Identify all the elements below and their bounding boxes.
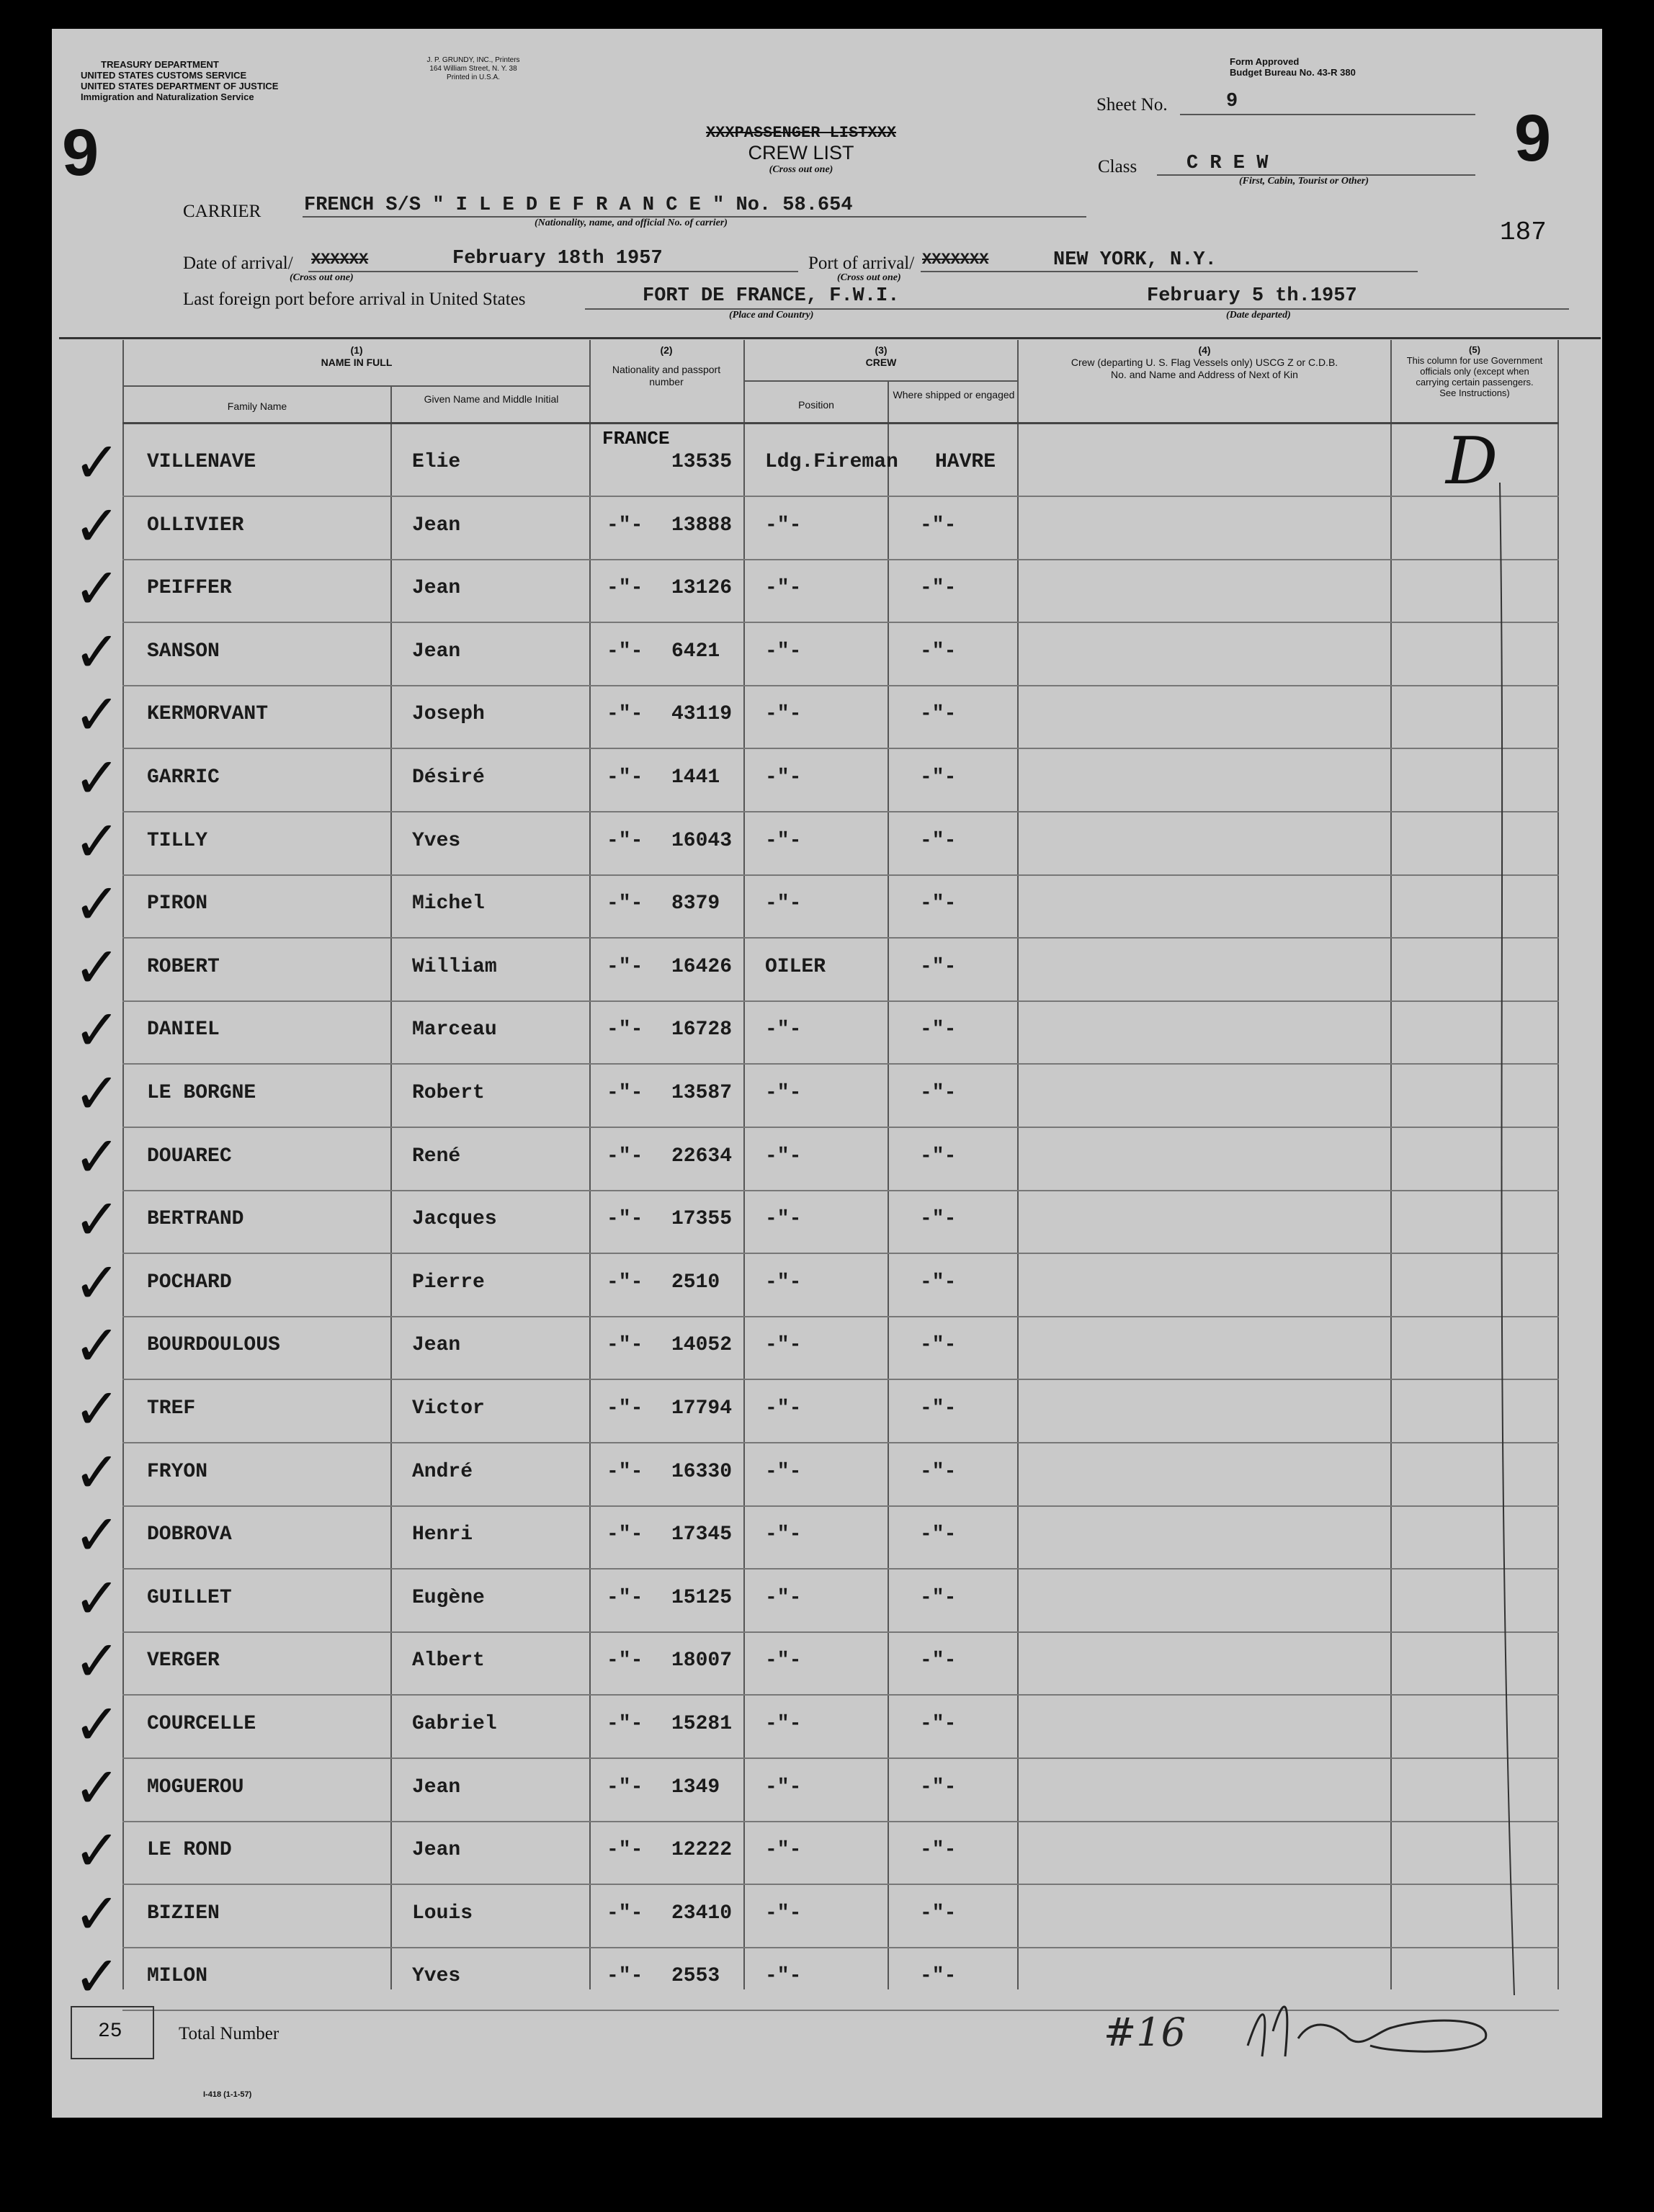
sheet-label: Sheet No. [1096, 95, 1168, 115]
shipped-cell: -"- [920, 766, 957, 789]
checkmark-icon: ✓ [73, 1377, 121, 1442]
checkmark-icon: ✓ [73, 1945, 121, 2010]
position-cell: -"- [765, 1713, 802, 1735]
arrival-date-caption: (Cross out one) [290, 272, 354, 283]
nationality-cell: -"- [607, 1587, 643, 1609]
checkmark-icon: ✓ [73, 810, 121, 874]
passport-cell: 15281 [671, 1713, 733, 1735]
agency-line-3: UNITED STATES DEPARTMENT OF JUSTICE [81, 81, 279, 91]
passport-cell: 6421 [671, 640, 720, 663]
agency-line-1: TREASURY DEPARTMENT [101, 59, 219, 70]
nationality-cell: -"- [607, 892, 643, 915]
row-divider [122, 1253, 1559, 1254]
shipped-cell: -"- [920, 1461, 957, 1483]
official-mark: D [1446, 424, 1498, 499]
col5-header [1392, 344, 1557, 398]
family-name-cell: PIRON [147, 892, 208, 915]
passport-cell: 16728 [671, 1018, 733, 1041]
row-divider [122, 1190, 1559, 1191]
row-divider [122, 874, 1559, 876]
position-cell: -"- [765, 1776, 802, 1799]
row-divider [122, 1947, 1559, 1948]
shipped-cell: -"- [920, 577, 957, 599]
col1-header [124, 344, 589, 369]
row-divider [122, 622, 1559, 623]
total-value: 25 [98, 2020, 122, 2043]
row-divider [122, 1884, 1559, 1885]
checkmark-icon: ✓ [73, 1441, 121, 1505]
position-cell: -"- [765, 1397, 802, 1420]
total-box [71, 2006, 154, 2059]
passport-cell: 2510 [671, 1271, 720, 1294]
nationality-cell: -"- [607, 1523, 643, 1546]
checkmark-icon: ✓ [73, 1188, 121, 1253]
checkmark-icon: ✓ [73, 620, 121, 685]
row-divider [122, 1505, 1559, 1507]
family-name-cell: VILLENAVE [147, 451, 256, 473]
given-name-cell: Jean [412, 1776, 461, 1799]
nationality-cell: -"- [607, 1713, 643, 1735]
given-name-cell: Gabriel [412, 1713, 497, 1735]
form-number: I-418 (1-1-57) [203, 2090, 252, 2099]
passport-cell: 18007 [671, 1649, 733, 1672]
given-name-cell: Albert [412, 1649, 485, 1672]
printer-line-1: J. P. GRUNDY, INC., Printers [426, 56, 520, 64]
col-border-family-given [390, 385, 392, 1989]
nationality-cell: -"- [607, 1334, 643, 1356]
shipped-cell: -"- [920, 1082, 957, 1104]
given-name-cell: Jacques [412, 1208, 497, 1230]
col3-header [745, 344, 1017, 369]
checkmark-icon: ✓ [73, 1819, 121, 1884]
shipped-header: Where shipped or engaged [893, 389, 1015, 400]
position-cell: -"- [765, 1839, 802, 1861]
sheet-underline [1180, 114, 1475, 115]
nationality-cell: -"- [607, 1461, 643, 1483]
family-name-cell: ROBERT [147, 956, 220, 978]
signature-scrawl [1240, 1988, 1507, 2067]
shipped-cell: -"- [920, 1965, 957, 1987]
official-vertical-stroke [1485, 483, 1529, 2010]
col3-title: CREW [865, 357, 897, 368]
given-name-cell: Yves [412, 1965, 461, 1987]
shipped-cell: -"- [920, 1587, 957, 1609]
row-divider [122, 748, 1559, 749]
given-name-cell: Eugène [412, 1587, 485, 1609]
arrival-date-underline [308, 271, 798, 272]
given-name-cell: William [412, 956, 497, 978]
arrival-port-underline [921, 271, 1418, 272]
arrival-date-value: February 18th 1957 [452, 248, 663, 269]
class-value: C R E W [1186, 153, 1269, 174]
checkmark-icon: ✓ [73, 431, 121, 496]
col2-header [592, 344, 741, 388]
position-cell: -"- [765, 640, 802, 663]
foreign-port-caption: (Place and Country) [729, 310, 814, 321]
shipped-cell: -"- [920, 892, 957, 915]
passport-cell: 17355 [671, 1208, 733, 1230]
shipped-cell: -"- [920, 1397, 957, 1420]
row-divider [122, 496, 1559, 497]
family-name-cell: BIZIEN [147, 1902, 220, 1925]
form-approval [1230, 56, 1356, 78]
shipped-cell: -"- [920, 1145, 957, 1168]
nationality-cell: -"- [607, 830, 643, 852]
row-divider [122, 811, 1559, 812]
arrival-port-value: NEW YORK, N.Y. [1053, 249, 1217, 271]
family-name-cell: GUILLET [147, 1587, 232, 1609]
passport-cell: 16426 [671, 956, 733, 978]
given-name-cell: André [412, 1461, 473, 1483]
class-label: Class [1098, 157, 1137, 176]
col-border-left [122, 340, 124, 1989]
shipped-cell: -"- [920, 1902, 957, 1925]
given-name-cell: Elie [412, 451, 461, 473]
position-cell: -"- [765, 830, 802, 852]
total-label: Total Number [179, 2024, 280, 2043]
passport-cell: 8379 [671, 892, 720, 915]
crew-list-title: CREW LIST [748, 142, 854, 164]
passport-cell: 16043 [671, 830, 733, 852]
passport-cell: 14052 [671, 1334, 733, 1356]
passport-cell: 13535 [671, 451, 733, 473]
position-header: Position [798, 399, 834, 411]
given-name-cell: Désiré [412, 766, 485, 789]
position-cell: -"- [765, 1649, 802, 1672]
shipped-cell: -"- [920, 1839, 957, 1861]
agency-line-4: Immigration and Naturalization Service [81, 91, 254, 102]
checkmark-icon: ✓ [73, 1314, 121, 1379]
row-divider [122, 937, 1559, 939]
stamp-number: 187 [1500, 218, 1547, 247]
passport-cell: 12222 [671, 1839, 733, 1861]
col-border-name-nationality [589, 340, 591, 1989]
agency-line-2: UNITED STATES CUSTOMS SERVICE [81, 70, 247, 81]
checkmark-icon: ✓ [73, 1567, 121, 1631]
position-cell: -"- [765, 766, 802, 789]
position-cell: -"- [765, 703, 802, 725]
arrival-port-caption: (Cross out one) [837, 272, 901, 283]
position-cell: -"- [765, 1018, 802, 1041]
col1-title: NAME IN FULL [321, 357, 393, 368]
col4-number: (4) [1198, 344, 1211, 356]
row-divider [122, 1821, 1559, 1822]
nationality-cell: -"- [607, 640, 643, 663]
col2-title: Nationality and passport number [612, 364, 721, 388]
row-divider [122, 559, 1559, 560]
family-name-cell: KERMORVANT [147, 703, 269, 725]
family-name-cell: GARRIC [147, 766, 220, 789]
shipped-cell: -"- [920, 1713, 957, 1735]
family-name-cell: LE ROND [147, 1839, 232, 1861]
form-approval-line-2: Budget Bureau No. 43-R 380 [1230, 67, 1356, 78]
nationality-cell: -"- [607, 1208, 643, 1230]
nationality-cell: -"- [607, 1145, 643, 1168]
corner-number-left: 9 [62, 116, 99, 189]
given-name-cell: Victor [412, 1397, 485, 1420]
passport-cell: 1441 [671, 766, 720, 789]
row-divider [122, 1757, 1559, 1759]
col-border-nationality-crew [743, 340, 745, 1989]
carrier-caption: (Nationality, name, and official No. of carrier) [535, 218, 728, 228]
family-name-cell: LE BORGNE [147, 1082, 256, 1104]
col-border-kin-official [1390, 340, 1392, 1989]
col5-number: (5) [1469, 344, 1480, 355]
name-subheader-line [122, 385, 591, 387]
checkmark-icon: ✓ [73, 1503, 121, 1568]
carrier-label: CARRIER [183, 202, 261, 221]
position-cell: -"- [765, 892, 802, 915]
checkmark-icon: ✓ [73, 1125, 121, 1190]
family-name-cell: OLLIVIER [147, 514, 244, 537]
checkmark-icon: ✓ [73, 1882, 121, 1947]
col1-number: (1) [350, 344, 363, 356]
header-bottom-line [122, 422, 1559, 424]
form-title [671, 124, 931, 176]
corner-number-right: 9 [1514, 102, 1552, 175]
position-cell: -"- [765, 1587, 802, 1609]
position-cell: -"- [765, 1334, 802, 1356]
row-divider [122, 1000, 1559, 1002]
position-cell: -"- [765, 1902, 802, 1925]
family-name-cell: MILON [147, 1965, 208, 1987]
checkmark-icon: ✓ [73, 998, 121, 1063]
nationality-cell: -"- [607, 1649, 643, 1672]
family-name-cell: MOGUEROU [147, 1776, 244, 1799]
printer-line-2: 164 William Street, N. Y. 38 [429, 65, 517, 73]
row-divider [122, 1442, 1559, 1443]
col3-number: (3) [875, 344, 888, 356]
nationality-cell: -"- [607, 1271, 643, 1294]
position-cell: -"- [765, 1208, 802, 1230]
col4-header [1019, 344, 1390, 381]
passport-cell: 23410 [671, 1902, 733, 1925]
title-note: (Cross out one) [769, 164, 833, 175]
family-name-cell: TREF [147, 1397, 196, 1420]
given-name-cell: Joseph [412, 703, 485, 725]
shipped-cell: -"- [920, 640, 957, 663]
given-name-cell: René [412, 1145, 461, 1168]
given-name-cell: Yves [412, 830, 461, 852]
row-divider [122, 685, 1559, 686]
passport-cell: 13587 [671, 1082, 733, 1104]
passport-cell: 1349 [671, 1776, 720, 1799]
shipped-cell: -"- [920, 1776, 957, 1799]
shipped-cell: -"- [920, 1208, 957, 1230]
position-cell: -"- [765, 1271, 802, 1294]
family-name-cell: POCHARD [147, 1271, 232, 1294]
given-name-cell: Jean [412, 577, 461, 599]
row-divider [122, 1127, 1559, 1128]
row-divider [122, 1631, 1559, 1633]
shipped-cell: -"- [920, 1018, 957, 1041]
passport-cell: 15125 [671, 1587, 733, 1609]
row-divider [122, 1568, 1559, 1570]
given-name-cell: Jean [412, 514, 461, 537]
col-border-right [1557, 340, 1559, 1989]
printer-line-3: Printed in U.S.A. [447, 73, 500, 81]
nationality-cell: -"- [607, 1839, 643, 1861]
col4-title: Crew (departing U. S. Flag Vessels only) USCG Z or C.D.B. No. and Name and Address of Next of Kin [1070, 357, 1338, 380]
family-name-cell: TILLY [147, 830, 208, 852]
position-cell: -"- [765, 1965, 802, 1987]
carrier-value: FRENCH S/S " I L E D E F R A N C E " No. 58.654 [304, 194, 853, 216]
given-name-cell: Pierre [412, 1271, 485, 1294]
row-divider [122, 1694, 1559, 1696]
agency-header [81, 59, 279, 102]
passport-cell: 43119 [671, 703, 733, 725]
position-cell: -"- [765, 1145, 802, 1168]
arrival-port-crossed: XXXXXXX [922, 251, 989, 269]
given-name-cell: Robert [412, 1082, 485, 1104]
family-name-cell: BOURDOULOUS [147, 1334, 280, 1356]
family-name-cell: DOUAREC [147, 1145, 232, 1168]
printer-credit [390, 56, 556, 82]
checkmark-icon: ✓ [73, 872, 121, 937]
crossed-title: XXXPASSENGER LISTXXX [705, 124, 897, 142]
nationality-cell: -"- [607, 1965, 643, 1987]
passport-cell: 17345 [671, 1523, 733, 1546]
foreign-port-value: FORT DE FRANCE, F.W.I. [643, 285, 900, 307]
checkmark-icon: ✓ [73, 494, 121, 559]
family-name-cell: DANIEL [147, 1018, 220, 1041]
position-cell: Ldg.Fireman [765, 451, 898, 473]
sheet-number: 9 [1226, 91, 1238, 112]
shipped-cell: -"- [920, 956, 957, 978]
nationality-cell: -"- [607, 956, 643, 978]
position-cell: -"- [765, 577, 802, 599]
family-name-header: Family Name [227, 400, 287, 412]
checkmark-icon: ✓ [73, 1693, 121, 1757]
arrival-date-label: Date of arrival/ [183, 254, 293, 273]
nationality-cell: -"- [607, 1776, 643, 1799]
form-sheet [52, 29, 1602, 2118]
given-name-header: Given Name and Middle Initial [424, 393, 559, 405]
given-name-cell: Jean [412, 1334, 461, 1356]
shipped-cell: -"- [920, 1523, 957, 1546]
shipped-cell: -"- [920, 830, 957, 852]
checkmark-icon: ✓ [73, 1629, 121, 1694]
row-divider [122, 1063, 1559, 1065]
given-name-cell: Louis [412, 1902, 473, 1925]
given-name-cell: Henri [412, 1523, 473, 1546]
position-cell: -"- [765, 1082, 802, 1104]
family-name-cell: SANSON [147, 640, 220, 663]
shipped-cell: -"- [920, 1334, 957, 1356]
passport-cell: 2553 [671, 1965, 720, 1987]
passport-cell: 13126 [671, 577, 733, 599]
nationality-cell: -"- [607, 766, 643, 789]
family-name-cell: BERTRAND [147, 1208, 244, 1230]
checkmark-icon: ✓ [73, 746, 121, 811]
checkmark-icon: ✓ [73, 936, 121, 1000]
foreign-port-label: Last foreign port before arrival in United States [183, 290, 526, 309]
shipped-cell: -"- [920, 1649, 957, 1672]
shipped-cell: -"- [920, 1271, 957, 1294]
position-cell: OILER [765, 956, 826, 978]
departure-date-value: February 5 th.1957 [1147, 285, 1357, 307]
family-name-cell: FRYON [147, 1461, 208, 1483]
family-name-cell: COURCELLE [147, 1713, 256, 1735]
passport-cell: 13888 [671, 514, 733, 537]
col2-number: (2) [660, 344, 673, 356]
shipped-cell: -"- [920, 703, 957, 725]
departure-date-caption: (Date departed) [1226, 310, 1291, 321]
arrival-port-label: Port of arrival/ [808, 254, 915, 273]
given-name-cell: Jean [412, 640, 461, 663]
arrival-date-crossed: XXXXXX [311, 251, 369, 269]
nationality-cell: -"- [607, 703, 643, 725]
nationality-cell: -"- [607, 1018, 643, 1041]
row-divider [122, 1379, 1559, 1380]
given-name-cell: Michel [412, 892, 485, 915]
checkmark-icon: ✓ [73, 557, 121, 622]
position-cell: -"- [765, 1461, 802, 1483]
checkmark-icon: ✓ [73, 1062, 121, 1127]
col-border-crew-kin [1017, 340, 1019, 1989]
form-approval-line-1: Form Approved [1230, 56, 1300, 67]
nationality-cell: -"- [607, 1082, 643, 1104]
handwritten-annotation: #16 [1104, 2010, 1186, 2055]
position-cell: -"- [765, 1523, 802, 1546]
table-top-border [59, 337, 1601, 339]
class-caption: (First, Cabin, Tourist or Other) [1239, 176, 1369, 187]
nationality-header-value: FRANCE [602, 428, 670, 449]
family-name-cell: DOBROVA [147, 1523, 232, 1546]
shipped-cell: HAVRE [935, 451, 996, 473]
checkmark-icon: ✓ [73, 683, 121, 748]
nationality-cell: -"- [607, 1902, 643, 1925]
col5-title: This column for use Government officials only (except when carrying certain passengers. See Instructions) [1406, 355, 1543, 398]
family-name-cell: VERGER [147, 1649, 220, 1672]
given-name-cell: Jean [412, 1839, 461, 1861]
given-name-cell: Marceau [412, 1018, 497, 1041]
position-cell: -"- [765, 514, 802, 537]
shipped-cell: -"- [920, 514, 957, 537]
family-name-cell: PEIFFER [147, 577, 232, 599]
checkmark-icon: ✓ [73, 1251, 121, 1316]
nationality-cell: -"- [607, 514, 643, 537]
passport-cell: 16330 [671, 1461, 733, 1483]
crew-subheader-line [743, 380, 1017, 382]
passport-cell: 22634 [671, 1145, 733, 1168]
nationality-cell: -"- [607, 1397, 643, 1420]
nationality-cell: -"- [607, 577, 643, 599]
row-divider [122, 1316, 1559, 1317]
checkmark-icon: ✓ [73, 1756, 121, 1821]
passport-cell: 17794 [671, 1397, 733, 1420]
